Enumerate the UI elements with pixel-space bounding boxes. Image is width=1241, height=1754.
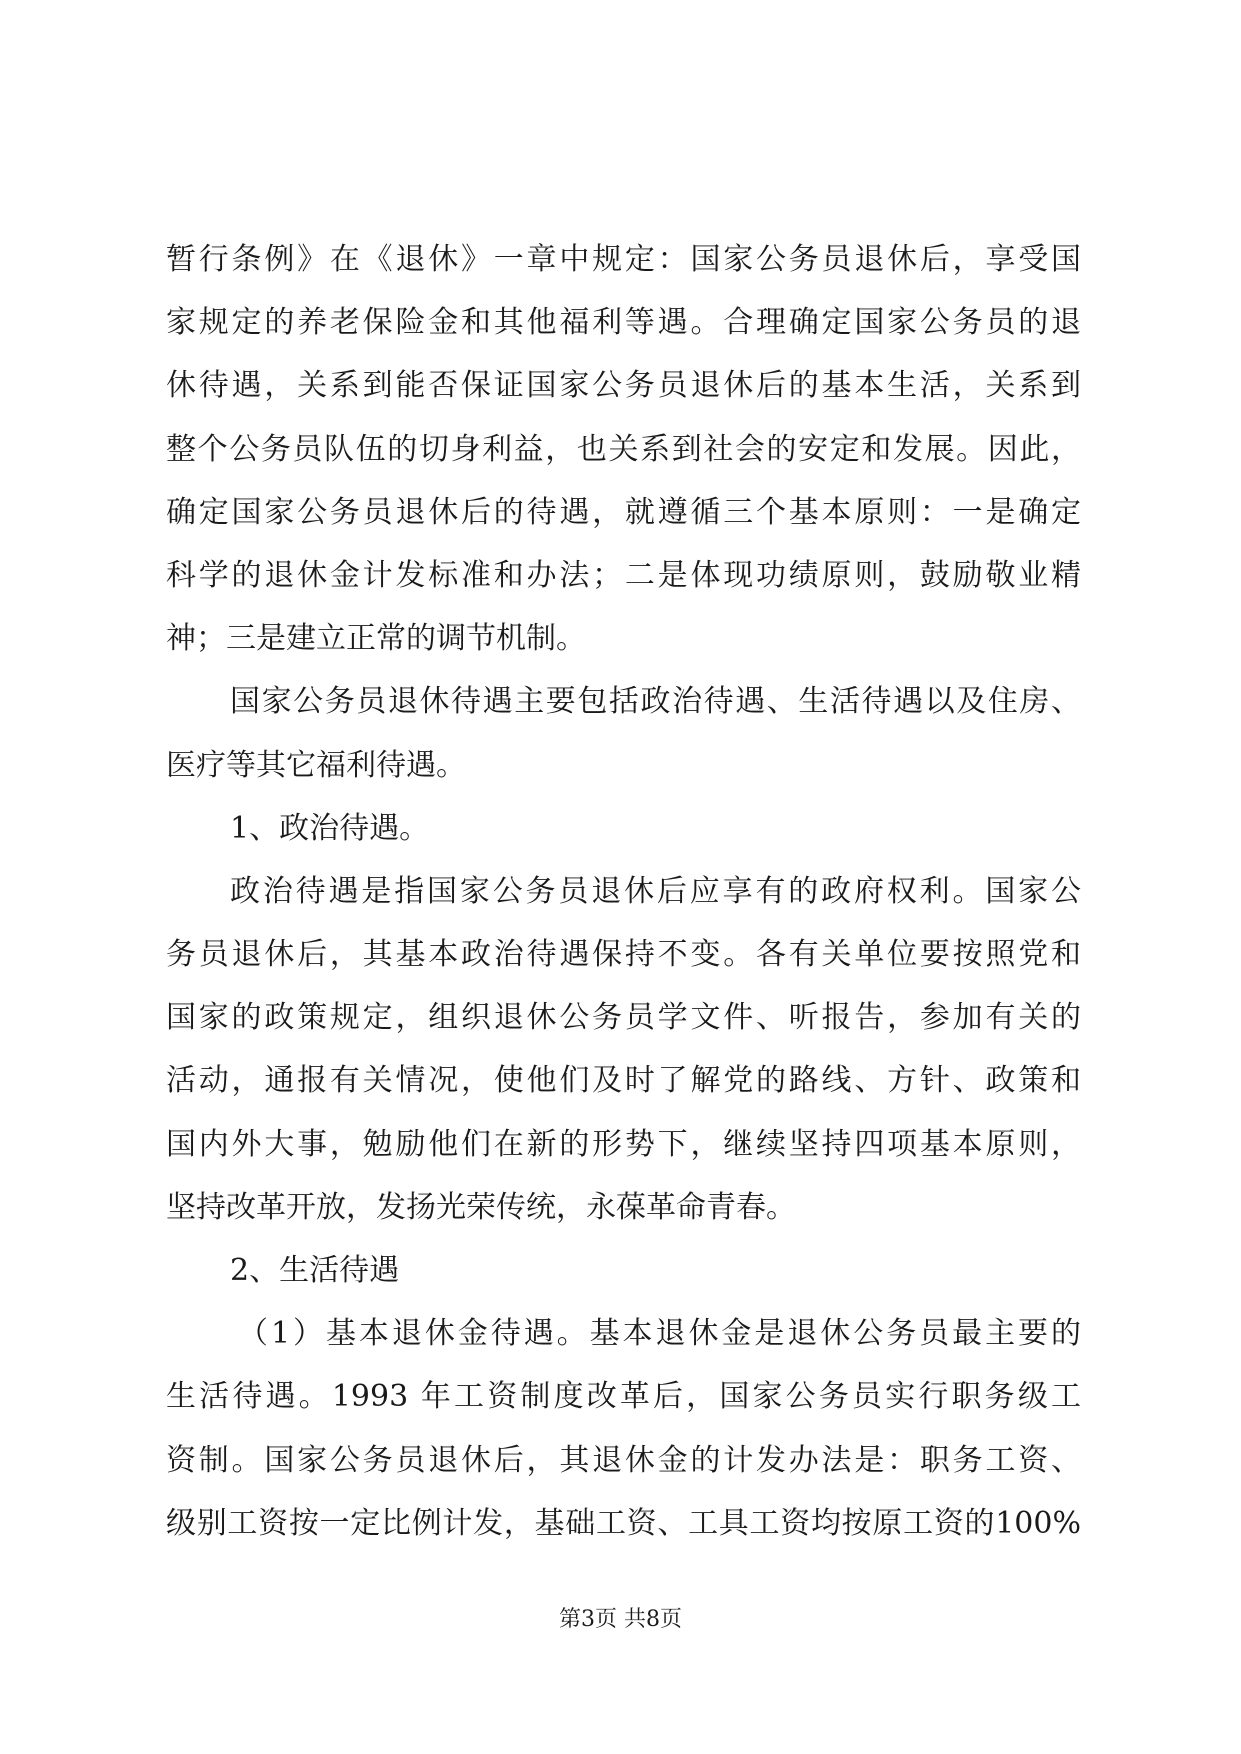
text-line: 务员退休后，其基本政治待遇保持不变。各有关单位要按照党和 bbox=[166, 937, 1081, 973]
section-heading: 1、政治待遇。 bbox=[230, 810, 430, 846]
paragraph-start-line: 政治待遇是指国家公务员退休后应享有的政府权利。国家公 bbox=[230, 873, 1081, 909]
text-line: 国内外大事，勉励他们在新的形势下，继续坚持四项基本原则， bbox=[166, 1126, 1081, 1162]
text-line: 确定国家公务员退休后的待遇，就遵循三个基本原则：一是确定 bbox=[166, 494, 1081, 530]
text-line: 坚持改革开放，发扬光荣传统，永葆革命青春。 bbox=[166, 1189, 796, 1225]
text-line: 国家的政策规定，组织退休公务员学文件、听报告，参加有关的 bbox=[166, 1000, 1081, 1036]
paragraph-start-line: 国家公务员退休待遇主要包括政治待遇、生活待遇以及住房、 bbox=[230, 684, 1081, 720]
text-line: 资制。国家公务员退休后，其退休金的计发办法是：职务工资、 bbox=[166, 1442, 1081, 1478]
body-text bbox=[166, 228, 1081, 1555]
text-line: 神；三是建立正常的调节机制。 bbox=[166, 621, 586, 657]
text-line: 科学的退休金计发标准和办法；二是体现功绩原则，鼓励敬业精 bbox=[166, 557, 1081, 593]
page-footer: 第3页 共8页 bbox=[559, 1607, 682, 1632]
text-line: 休待遇，关系到能否保证国家公务员退休后的基本生活，关系到 bbox=[166, 368, 1081, 404]
text-line: 活动，通报有关情况，使他们及时了解党的路线、方针、政策和 bbox=[166, 1063, 1081, 1099]
text-line: 暂行条例》在《退休》一章中规定：国家公务员退休后，享受国 bbox=[166, 242, 1081, 277]
text-line: 生活待遇。1993 年工资制度改革后，国家公务员实行职务级工 bbox=[166, 1379, 1081, 1415]
text-line: 家规定的养老保险金和其他福利等遇。合理确定国家公务员的退 bbox=[166, 305, 1081, 341]
text-line: 医疗等其它福利待遇。 bbox=[166, 747, 466, 783]
section-heading: 2、生活待遇 bbox=[230, 1253, 400, 1288]
text-line: 级别工资按一定比例计发，基础工资、工具工资均按原工资的100% bbox=[166, 1505, 1081, 1541]
text-line: 整个公务员队伍的切身利益，也关系到社会的安定和发展。因此， bbox=[166, 431, 1081, 467]
paragraph-start-line: （1）基本退休金待遇。基本退休金是退休公务员最主要的 bbox=[238, 1316, 1081, 1352]
